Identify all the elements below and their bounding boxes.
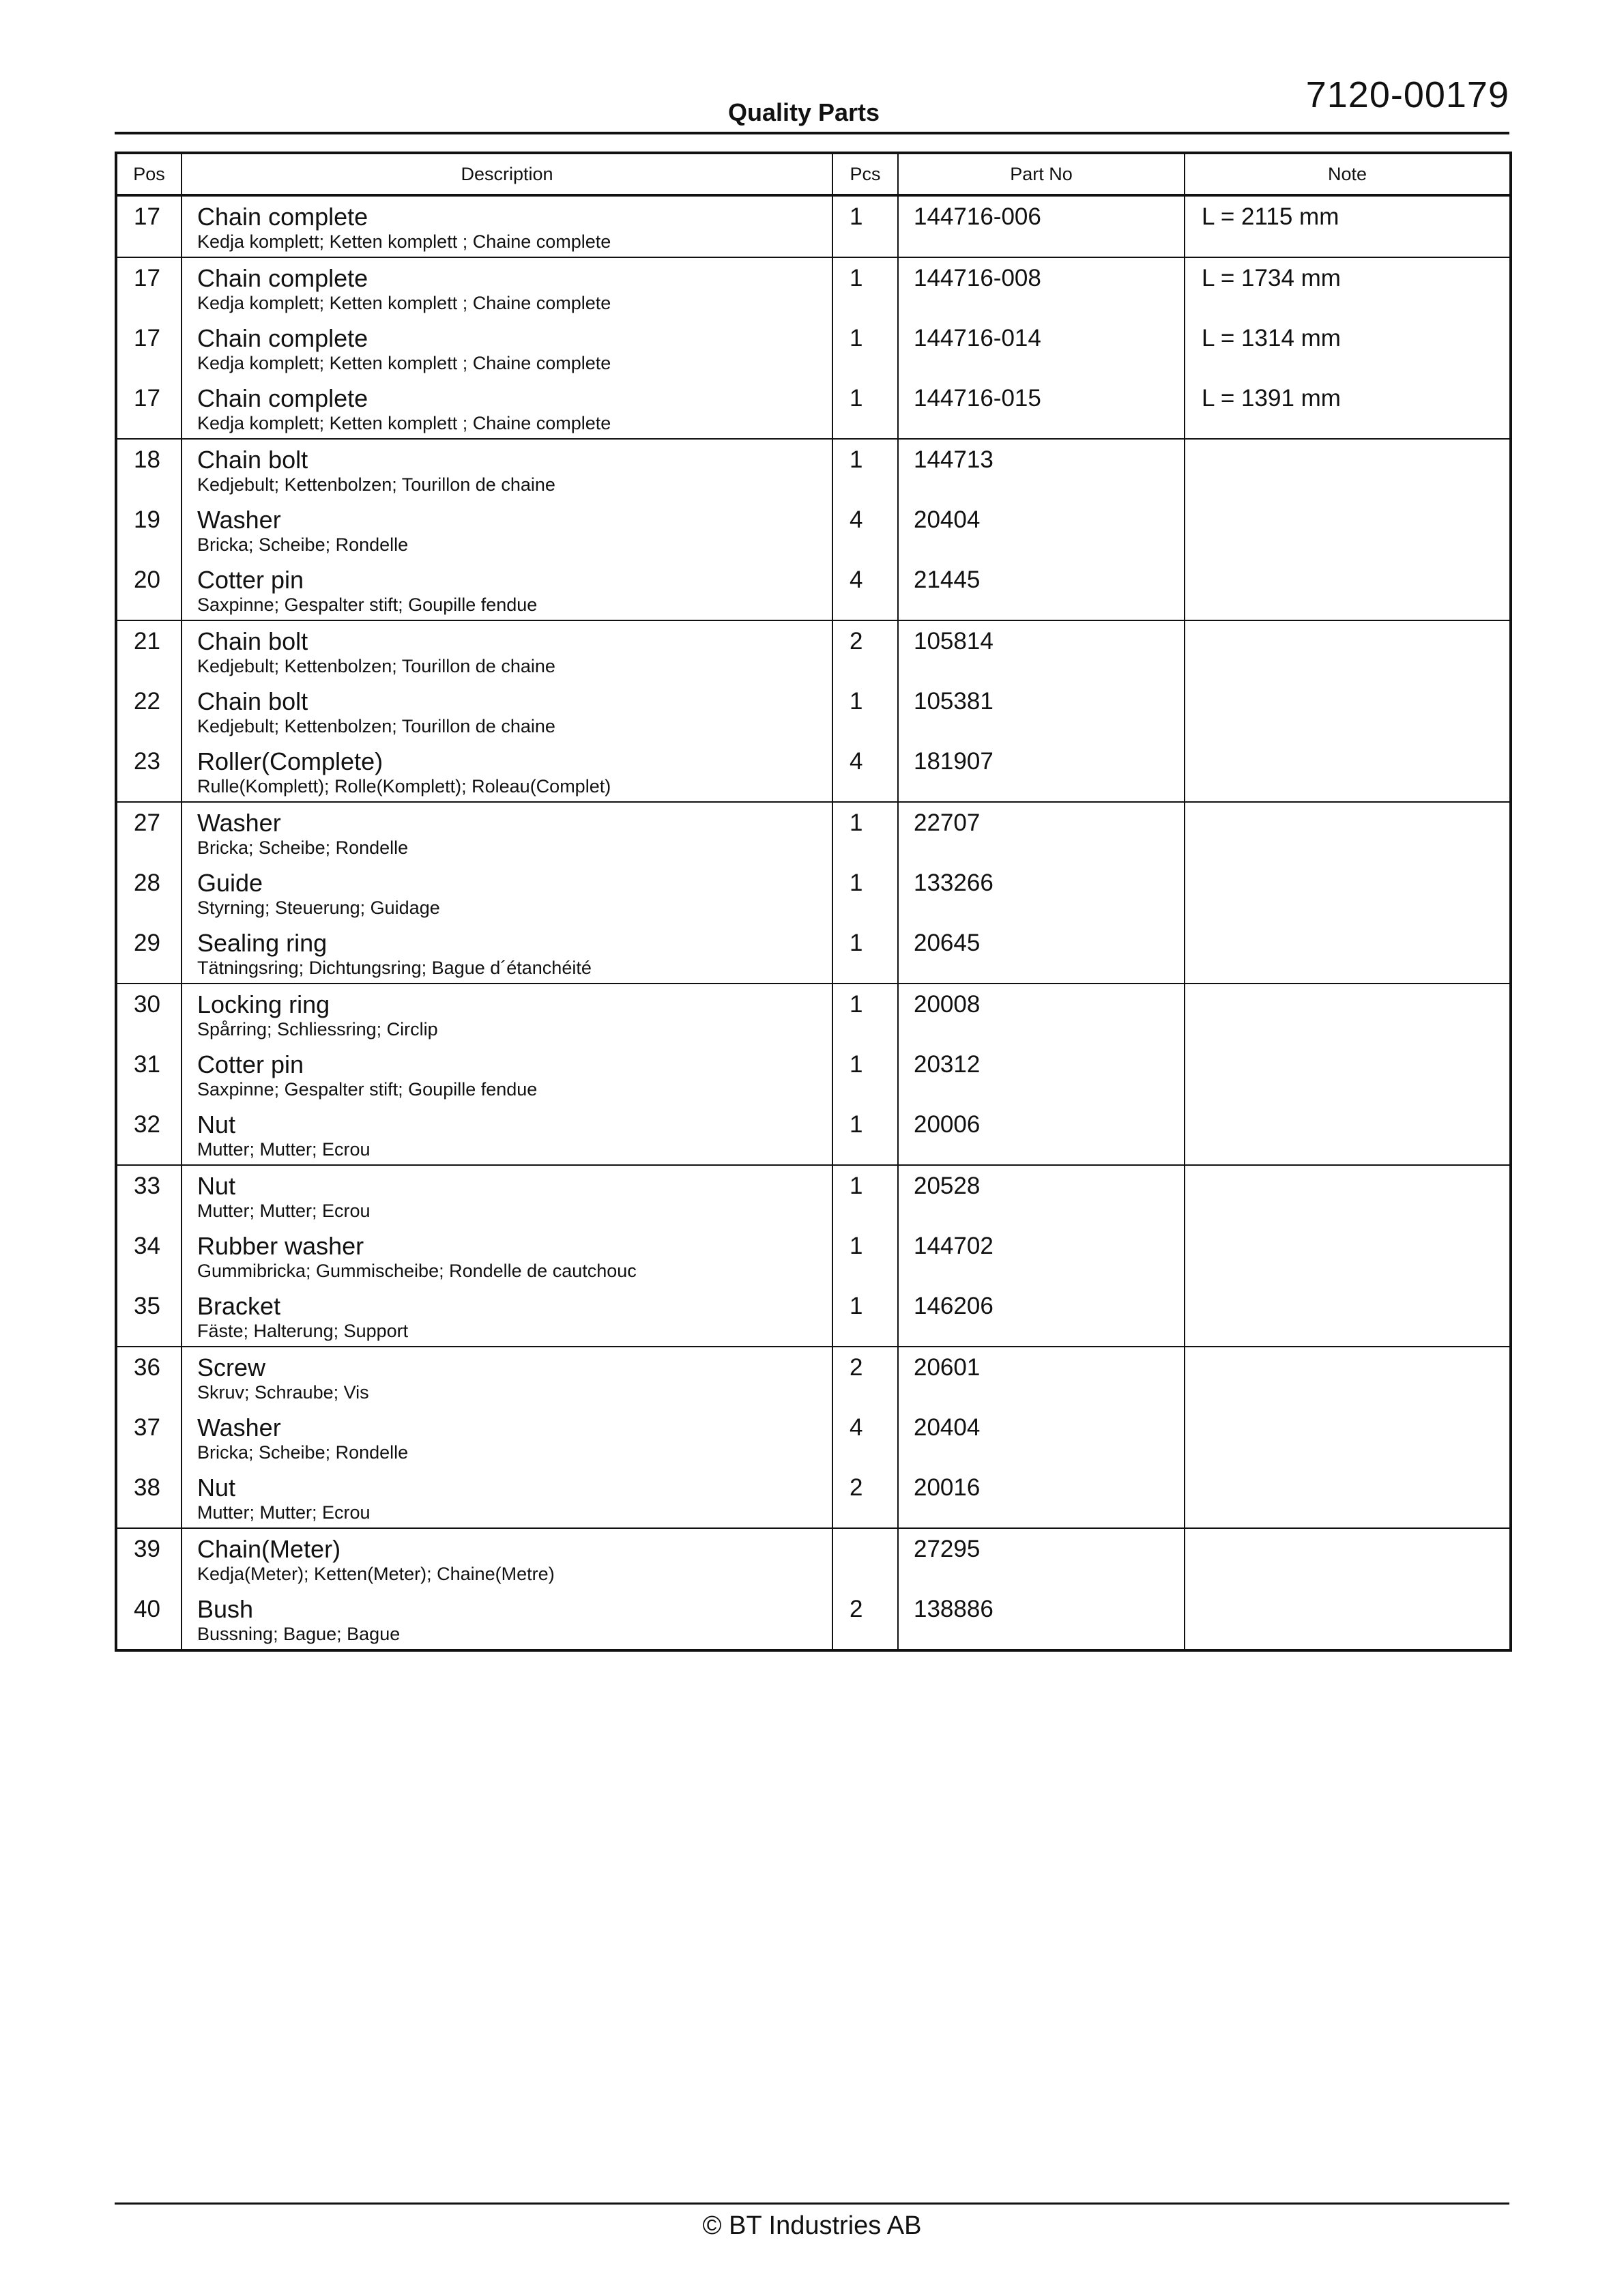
pcs-cell <box>832 500 898 560</box>
note-cell <box>1185 863 1511 923</box>
part-no-value: 105381 <box>914 688 994 715</box>
description-cell <box>182 863 832 923</box>
description-cell <box>182 378 832 439</box>
part-no-value: 20404 <box>914 1414 981 1441</box>
pos-value: 39 <box>134 1536 160 1562</box>
part-no-value: 144716-015 <box>914 385 1041 412</box>
pcs-value: 1 <box>850 809 863 836</box>
part-no-value: 133266 <box>914 870 994 896</box>
pcs-value: 1 <box>850 203 863 230</box>
part-no-value: 144716-006 <box>914 203 1041 230</box>
table-row <box>116 1104 1511 1165</box>
part-no-value: 105814 <box>914 628 994 655</box>
pos-cell <box>116 257 182 318</box>
pcs-value: 1 <box>850 325 863 351</box>
pcs-cell <box>832 923 898 984</box>
part-no-cell <box>898 560 1185 620</box>
pcs-value: 1 <box>850 930 863 956</box>
note-cell <box>1185 1467 1511 1528</box>
part-translations: Kedja komplett; Ketten komplett ; Chaine complete <box>197 413 611 433</box>
pcs-value: 4 <box>850 748 863 775</box>
pcs-value: 2 <box>850 1474 863 1501</box>
pcs-cell <box>832 1104 898 1165</box>
part-no-value: 21445 <box>914 566 981 593</box>
pos-value: 19 <box>134 506 160 533</box>
description-cell <box>182 1044 832 1104</box>
pcs-cell <box>832 681 898 741</box>
pos-cell <box>116 1467 182 1528</box>
part-name: Guide <box>197 869 263 897</box>
note-cell <box>1185 439 1511 500</box>
pcs-cell <box>832 741 898 802</box>
pcs-value: 1 <box>850 1233 863 1259</box>
note-cell <box>1185 560 1511 620</box>
pos-value: 17 <box>134 325 160 351</box>
description-cell <box>182 681 832 741</box>
pcs-cell <box>832 195 898 257</box>
description-cell <box>182 1104 832 1165</box>
part-no-cell <box>898 1528 1185 1589</box>
pcs-cell <box>832 560 898 620</box>
table-row <box>116 1226 1511 1286</box>
description-cell <box>182 923 832 984</box>
pcs-cell <box>832 1528 898 1589</box>
table-row <box>116 378 1511 439</box>
part-name: Bush <box>197 1595 254 1623</box>
pos-value: 37 <box>134 1414 160 1441</box>
note-cell <box>1185 1347 1511 1407</box>
pcs-value: 1 <box>850 1173 863 1199</box>
note-cell <box>1185 1407 1511 1467</box>
pos-value: 32 <box>134 1111 160 1138</box>
description-cell <box>182 560 832 620</box>
pos-value: 18 <box>134 446 160 473</box>
parts-group <box>116 802 1511 984</box>
part-no-cell <box>898 923 1185 984</box>
pos-cell <box>116 802 182 863</box>
pos-cell <box>116 681 182 741</box>
pos-cell <box>116 741 182 802</box>
part-no-cell <box>898 378 1185 439</box>
table-row <box>116 195 1511 257</box>
part-no-cell <box>898 1165 1185 1226</box>
table-row <box>116 318 1511 378</box>
note-cell <box>1185 1104 1511 1165</box>
pos-value: 23 <box>134 748 160 775</box>
table-row <box>116 620 1511 681</box>
parts-group <box>116 195 1511 257</box>
part-no-value: 144702 <box>914 1233 994 1259</box>
part-name: Chain complete <box>197 203 368 231</box>
header-rule <box>115 132 1509 134</box>
note-cell <box>1185 681 1511 741</box>
pcs-cell <box>832 984 898 1044</box>
pcs-value: 1 <box>850 1293 863 1319</box>
part-translations: Tätningsring; Dichtungsring; Bague d´étanchéité <box>197 958 592 978</box>
part-translations: Gummibricka; Gummischeibe; Rondelle de cautchouc <box>197 1261 637 1281</box>
pcs-value: 4 <box>850 506 863 533</box>
parts-group <box>116 1528 1511 1650</box>
page-title: Quality Parts <box>727 98 880 126</box>
parts-group <box>116 984 1511 1165</box>
part-translations: Kedja komplett; Ketten komplett ; Chaine complete <box>197 293 611 313</box>
pcs-cell <box>832 1407 898 1467</box>
note-cell <box>1185 1286 1511 1347</box>
pos-cell <box>116 1407 182 1467</box>
pcs-value: 1 <box>850 688 863 715</box>
part-name: Cotter pin <box>197 1050 304 1078</box>
part-name: Chain bolt <box>197 446 308 474</box>
note-cell <box>1185 802 1511 863</box>
pcs-cell <box>832 1467 898 1528</box>
note-cell <box>1185 257 1511 318</box>
pos-value: 36 <box>134 1354 160 1381</box>
column-header-note: Note <box>1185 153 1511 195</box>
part-name: Rubber washer <box>197 1232 364 1260</box>
part-no-cell <box>898 195 1185 257</box>
part-no-value: 138886 <box>914 1596 994 1622</box>
pcs-cell <box>832 257 898 318</box>
part-no-value: 27295 <box>914 1536 981 1562</box>
table-row <box>116 802 1511 863</box>
pos-value: 28 <box>134 870 160 896</box>
parts-group <box>116 620 1511 802</box>
pos-cell <box>116 195 182 257</box>
pcs-value: 4 <box>850 1414 863 1441</box>
description-cell <box>182 1589 832 1650</box>
part-no-value: 20528 <box>914 1173 981 1199</box>
pos-value: 17 <box>134 385 160 412</box>
description-cell <box>182 1286 832 1347</box>
pos-value: 35 <box>134 1293 160 1319</box>
pcs-cell <box>832 439 898 500</box>
description-cell <box>182 984 832 1044</box>
table-row <box>116 1407 1511 1467</box>
pos-cell <box>116 378 182 439</box>
part-name: Chain bolt <box>197 687 308 715</box>
pos-cell <box>116 1286 182 1347</box>
note-cell <box>1185 195 1511 257</box>
part-no-cell <box>898 1347 1185 1407</box>
pos-value: 29 <box>134 930 160 956</box>
pos-cell <box>116 1528 182 1589</box>
table-row <box>116 1347 1511 1407</box>
part-no-cell <box>898 1226 1185 1286</box>
table-row <box>116 863 1511 923</box>
pos-value: 40 <box>134 1596 160 1622</box>
note-cell <box>1185 1528 1511 1589</box>
pcs-value: 1 <box>850 870 863 896</box>
pos-cell <box>116 1347 182 1407</box>
part-no-value: 20404 <box>914 506 981 533</box>
pcs-value: 4 <box>850 566 863 593</box>
pcs-cell <box>832 863 898 923</box>
part-no-value: 20601 <box>914 1354 981 1381</box>
note-cell <box>1185 1589 1511 1650</box>
part-name: Chain(Meter) <box>197 1535 341 1563</box>
table-row <box>116 1165 1511 1226</box>
column-header-pos: Pos <box>116 153 182 195</box>
note-cell <box>1185 500 1511 560</box>
pcs-value: 2 <box>850 1596 863 1622</box>
note-cell <box>1185 1044 1511 1104</box>
pos-value: 17 <box>134 203 160 230</box>
footer-copyright: © BT Industries AB <box>702 2211 922 2240</box>
part-name: Nut <box>197 1474 236 1502</box>
pos-value: 22 <box>134 688 160 715</box>
description-cell <box>182 257 832 318</box>
part-no-value: 181907 <box>914 748 994 775</box>
note-cell <box>1185 620 1511 681</box>
pcs-value: 1 <box>850 991 863 1018</box>
part-name: Locking ring <box>197 990 330 1018</box>
part-no-cell <box>898 318 1185 378</box>
part-no-cell <box>898 863 1185 923</box>
table-row <box>116 500 1511 560</box>
pos-value: 33 <box>134 1173 160 1199</box>
part-translations: Mutter; Mutter; Ecrou <box>197 1502 371 1523</box>
pos-value: 17 <box>134 265 160 291</box>
note-cell <box>1185 741 1511 802</box>
part-name: Nut <box>197 1172 236 1200</box>
pcs-cell <box>832 1589 898 1650</box>
pos-value: 20 <box>134 566 160 593</box>
pcs-cell <box>832 1044 898 1104</box>
part-translations: Bricka; Scheibe; Rondelle <box>197 1442 409 1463</box>
part-translations: Kedja komplett; Ketten komplett ; Chaine complete <box>197 353 611 373</box>
part-translations: Kedja(Meter); Ketten(Meter); Chaine(Metre) <box>197 1564 555 1584</box>
part-translations: Rulle(Komplett); Rolle(Komplett); Roleau(Complet) <box>197 776 611 797</box>
table-row <box>116 1467 1511 1528</box>
pos-cell <box>116 1104 182 1165</box>
table-row <box>116 560 1511 620</box>
note-cell <box>1185 378 1511 439</box>
part-translations: Mutter; Mutter; Ecrou <box>197 1201 371 1221</box>
column-header-pcs: Pcs <box>832 153 898 195</box>
pos-cell <box>116 500 182 560</box>
description-cell <box>182 1226 832 1286</box>
pos-value: 38 <box>134 1474 160 1501</box>
pos-value: 30 <box>134 991 160 1018</box>
pcs-value: 1 <box>850 385 863 412</box>
part-no-value: 146206 <box>914 1293 994 1319</box>
part-name: Washer <box>197 1414 281 1441</box>
part-name: Cotter pin <box>197 566 304 594</box>
table-row <box>116 439 1511 500</box>
pos-cell <box>116 439 182 500</box>
note-cell <box>1185 1226 1511 1286</box>
pcs-cell <box>832 378 898 439</box>
parts-group <box>116 1347 1511 1528</box>
pos-cell <box>116 863 182 923</box>
part-translations: Fäste; Halterung; Support <box>197 1321 409 1341</box>
part-name: Sealing ring <box>197 929 328 957</box>
part-no-value: 20016 <box>914 1474 981 1501</box>
note-value: L = 1314 mm <box>1202 325 1341 351</box>
part-no-value: 22707 <box>914 809 981 836</box>
parts-group <box>116 257 1511 439</box>
part-no-cell <box>898 1407 1185 1467</box>
parts-group <box>116 1165 1511 1347</box>
pcs-cell <box>832 318 898 378</box>
table-row <box>116 1528 1511 1589</box>
pos-cell <box>116 620 182 681</box>
part-translations: Kedjebult; Kettenbolzen; Tourillon de chaine <box>197 716 555 736</box>
pcs-value: 2 <box>850 1354 863 1381</box>
pos-cell <box>116 984 182 1044</box>
pcs-value: 2 <box>850 628 863 655</box>
footer-rule <box>115 2202 1509 2205</box>
note-value: L = 1391 mm <box>1202 385 1341 412</box>
part-no-cell <box>898 500 1185 560</box>
part-no-cell <box>898 1044 1185 1104</box>
pcs-value: 1 <box>850 1051 863 1078</box>
parts-group <box>116 439 1511 620</box>
pcs-cell <box>832 1165 898 1226</box>
pos-cell <box>116 1589 182 1650</box>
table-header-row <box>116 153 1511 195</box>
part-no-value: 144716-014 <box>914 325 1041 351</box>
part-no-cell <box>898 1589 1185 1650</box>
pcs-cell <box>832 1226 898 1286</box>
pos-cell <box>116 318 182 378</box>
part-translations: Kedjebult; Kettenbolzen; Tourillon de chaine <box>197 474 555 495</box>
part-no-value: 144716-008 <box>914 265 1041 291</box>
part-name: Washer <box>197 809 281 837</box>
pcs-value: 1 <box>850 1111 863 1138</box>
pos-value: 31 <box>134 1051 160 1078</box>
note-cell <box>1185 318 1511 378</box>
note-cell <box>1185 1165 1511 1226</box>
document-number: 7120-00179 <box>1305 74 1509 115</box>
part-no-cell <box>898 984 1185 1044</box>
pos-value: 21 <box>134 628 160 655</box>
note-value: L = 1734 mm <box>1202 265 1341 291</box>
part-translations: Saxpinne; Gespalter stift; Goupille fendue <box>197 1079 538 1100</box>
part-no-cell <box>898 1286 1185 1347</box>
description-cell <box>182 1467 832 1528</box>
pos-cell <box>116 1226 182 1286</box>
column-header-part-no: Part No <box>898 153 1185 195</box>
part-name: Chain bolt <box>197 627 308 655</box>
part-no-cell <box>898 1104 1185 1165</box>
note-cell <box>1185 923 1511 984</box>
pos-cell <box>116 1044 182 1104</box>
column-header-description: Description <box>182 153 832 195</box>
part-no-cell <box>898 620 1185 681</box>
part-no-cell <box>898 681 1185 741</box>
note-cell <box>1185 984 1511 1044</box>
description-cell <box>182 620 832 681</box>
pcs-cell <box>832 1347 898 1407</box>
description-cell <box>182 741 832 802</box>
pos-cell <box>116 923 182 984</box>
pcs-value: 1 <box>850 446 863 473</box>
pos-cell <box>116 560 182 620</box>
table-row <box>116 923 1511 984</box>
description-cell <box>182 318 832 378</box>
part-name: Chain complete <box>197 264 368 292</box>
part-translations: Saxpinne; Gespalter stift; Goupille fendue <box>197 594 538 615</box>
part-no-cell <box>898 439 1185 500</box>
table-row <box>116 1589 1511 1650</box>
part-no-value: 20312 <box>914 1051 981 1078</box>
parts-table <box>115 152 1512 1652</box>
pcs-cell <box>832 620 898 681</box>
pos-value: 34 <box>134 1233 160 1259</box>
description-cell <box>182 1528 832 1589</box>
pos-value: 27 <box>134 809 160 836</box>
description-cell <box>182 439 832 500</box>
part-no-value: 144713 <box>914 446 994 473</box>
part-no-cell <box>898 257 1185 318</box>
part-no-value: 20008 <box>914 991 981 1018</box>
pcs-cell <box>832 802 898 863</box>
table-row <box>116 257 1511 318</box>
part-name: Roller(Complete) <box>197 747 383 775</box>
part-translations: Bricka; Scheibe; Rondelle <box>197 534 409 555</box>
part-translations: Kedjebult; Kettenbolzen; Tourillon de chaine <box>197 656 555 676</box>
part-no-cell <box>898 741 1185 802</box>
pos-cell <box>116 1165 182 1226</box>
pcs-cell <box>832 1286 898 1347</box>
part-name: Screw <box>197 1353 266 1381</box>
part-no-cell <box>898 1467 1185 1528</box>
part-name: Chain complete <box>197 384 368 412</box>
part-no-value: 20006 <box>914 1111 981 1138</box>
table-row <box>116 1286 1511 1347</box>
note-value: L = 2115 mm <box>1202 203 1339 230</box>
part-name: Washer <box>197 506 281 534</box>
part-no-cell <box>898 802 1185 863</box>
table-row <box>116 681 1511 741</box>
description-cell <box>182 1347 832 1407</box>
part-translations: Spårring; Schliessring; Circlip <box>197 1019 438 1039</box>
part-name: Bracket <box>197 1292 281 1320</box>
part-translations: Bricka; Scheibe; Rondelle <box>197 837 409 858</box>
description-cell <box>182 802 832 863</box>
part-no-value: 20645 <box>914 930 981 956</box>
table-row <box>116 741 1511 802</box>
description-cell <box>182 195 832 257</box>
part-translations: Bussning; Bague; Bague <box>197 1624 401 1644</box>
part-translations: Skruv; Schraube; Vis <box>197 1382 369 1403</box>
description-cell <box>182 500 832 560</box>
table-row <box>116 1044 1511 1104</box>
part-name: Chain complete <box>197 324 368 352</box>
part-translations: Mutter; Mutter; Ecrou <box>197 1139 371 1160</box>
table-row <box>116 984 1511 1044</box>
part-translations: Styrning; Steuerung; Guidage <box>197 898 440 918</box>
part-translations: Kedja komplett; Ketten komplett ; Chaine complete <box>197 231 611 252</box>
description-cell <box>182 1407 832 1467</box>
pcs-value: 1 <box>850 265 863 291</box>
description-cell <box>182 1165 832 1226</box>
part-name: Nut <box>197 1110 236 1138</box>
